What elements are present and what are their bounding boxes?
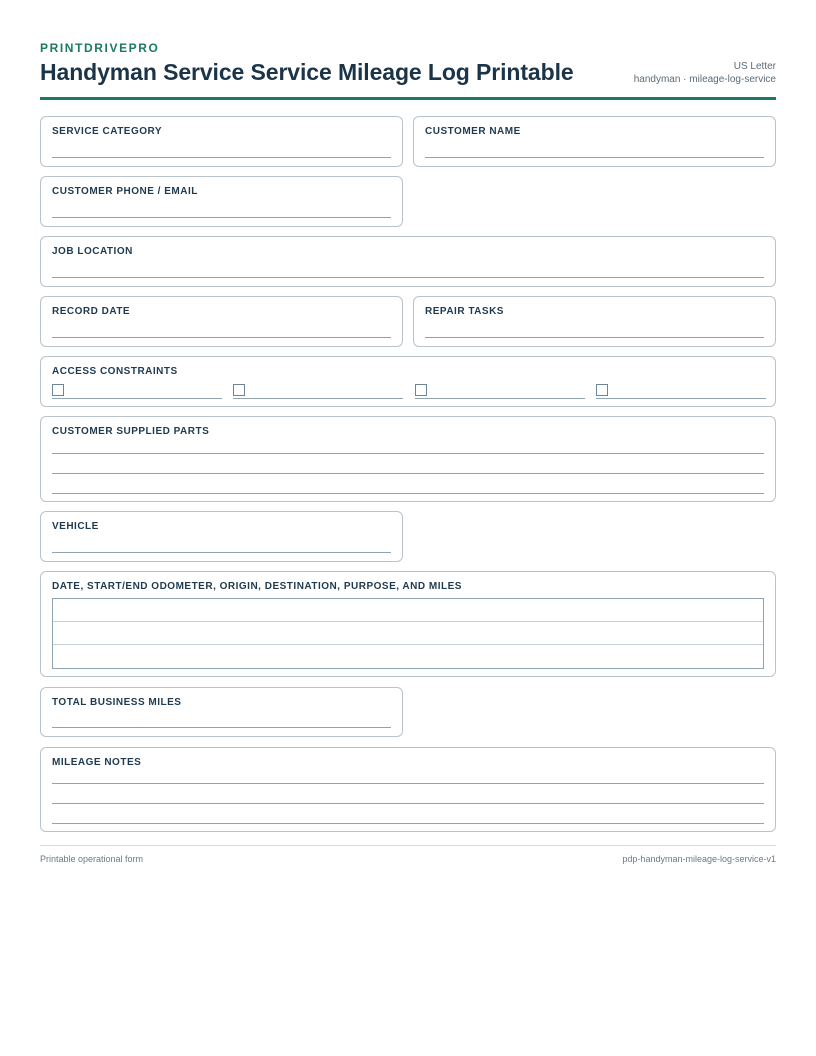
customer-name-label: CUSTOMER NAME bbox=[425, 126, 521, 137]
option-line bbox=[52, 398, 222, 399]
table-row[interactable] bbox=[53, 599, 763, 622]
total-business-miles-label: TOTAL BUSINESS MILES bbox=[52, 697, 182, 708]
job-location-line[interactable] bbox=[52, 277, 764, 278]
repair-tasks-label: REPAIR TASKS bbox=[425, 306, 504, 317]
customer-contact-label: CUSTOMER PHONE / EMAIL bbox=[52, 186, 198, 197]
footer-form-id: pdp-handyman-mileage-log-service-v1 bbox=[622, 854, 776, 864]
access-constraints-field bbox=[40, 356, 776, 407]
brand-name: PRINTDRIVEPRO bbox=[40, 41, 160, 55]
repair-tasks-line[interactable] bbox=[425, 337, 764, 338]
record-date-label: RECORD DATE bbox=[52, 306, 131, 317]
notes-line-3[interactable] bbox=[52, 823, 764, 824]
checkbox[interactable] bbox=[415, 384, 427, 396]
repair-tasks-field[interactable] bbox=[413, 296, 776, 347]
job-location-field[interactable] bbox=[40, 236, 776, 287]
record-date-field[interactable] bbox=[40, 296, 403, 347]
total-business-miles-line[interactable] bbox=[52, 727, 391, 728]
option-line bbox=[233, 398, 403, 399]
mileage-notes-field[interactable] bbox=[40, 747, 776, 832]
option-line bbox=[415, 398, 585, 399]
access-option-4[interactable] bbox=[596, 383, 766, 399]
vehicle-field[interactable] bbox=[40, 511, 403, 562]
table-row[interactable] bbox=[53, 622, 763, 645]
header-rule bbox=[40, 97, 776, 100]
option-line bbox=[596, 398, 766, 399]
checkbox[interactable] bbox=[233, 384, 245, 396]
record-date-line[interactable] bbox=[52, 337, 391, 338]
parts-line-1[interactable] bbox=[52, 453, 764, 454]
table-row[interactable] bbox=[53, 645, 763, 668]
paper-size: US Letter bbox=[733, 61, 776, 72]
footer-description: Printable operational form bbox=[40, 854, 144, 864]
service-category-field[interactable] bbox=[40, 116, 403, 167]
access-option-1[interactable] bbox=[52, 383, 222, 399]
customer-name-field[interactable] bbox=[413, 116, 776, 167]
total-business-miles-field[interactable] bbox=[40, 687, 403, 737]
vehicle-label: VEHICLE bbox=[52, 521, 99, 532]
access-option-2[interactable] bbox=[233, 383, 403, 399]
vehicle-line[interactable] bbox=[52, 552, 391, 553]
trip-log-table bbox=[52, 598, 764, 669]
access-constraints-label: ACCESS CONSTRAINTS bbox=[52, 366, 178, 377]
customer-name-line[interactable] bbox=[425, 157, 764, 158]
mileage-notes-label: MILEAGE NOTES bbox=[52, 757, 142, 768]
notes-line-1[interactable] bbox=[52, 783, 764, 784]
parts-line-2[interactable] bbox=[52, 473, 764, 474]
access-option-3[interactable] bbox=[415, 383, 585, 399]
customer-contact-line[interactable] bbox=[52, 217, 391, 218]
customer-supplied-parts-label: CUSTOMER SUPPLIED PARTS bbox=[52, 426, 210, 437]
checkbox[interactable] bbox=[52, 384, 64, 396]
service-category-line[interactable] bbox=[52, 157, 391, 158]
trip-log-label: DATE, START/END ODOMETER, ORIGIN, DESTINATION, PURPOSE, AND MILES bbox=[52, 581, 462, 592]
customer-supplied-parts-field[interactable] bbox=[40, 416, 776, 502]
document-meta bbox=[634, 60, 776, 86]
trip-log-field bbox=[40, 571, 776, 677]
parts-line-3[interactable] bbox=[52, 493, 764, 494]
job-location-label: JOB LOCATION bbox=[52, 246, 133, 257]
checkbox[interactable] bbox=[596, 384, 608, 396]
customer-contact-field[interactable] bbox=[40, 176, 403, 227]
service-category-label: SERVICE CATEGORY bbox=[52, 126, 163, 137]
footer-rule bbox=[40, 845, 776, 846]
page-title: Handyman Service Service Mileage Log Printable bbox=[40, 59, 574, 85]
notes-line-2[interactable] bbox=[52, 803, 764, 804]
form-slug: handyman · mileage-log-service bbox=[633, 74, 776, 85]
